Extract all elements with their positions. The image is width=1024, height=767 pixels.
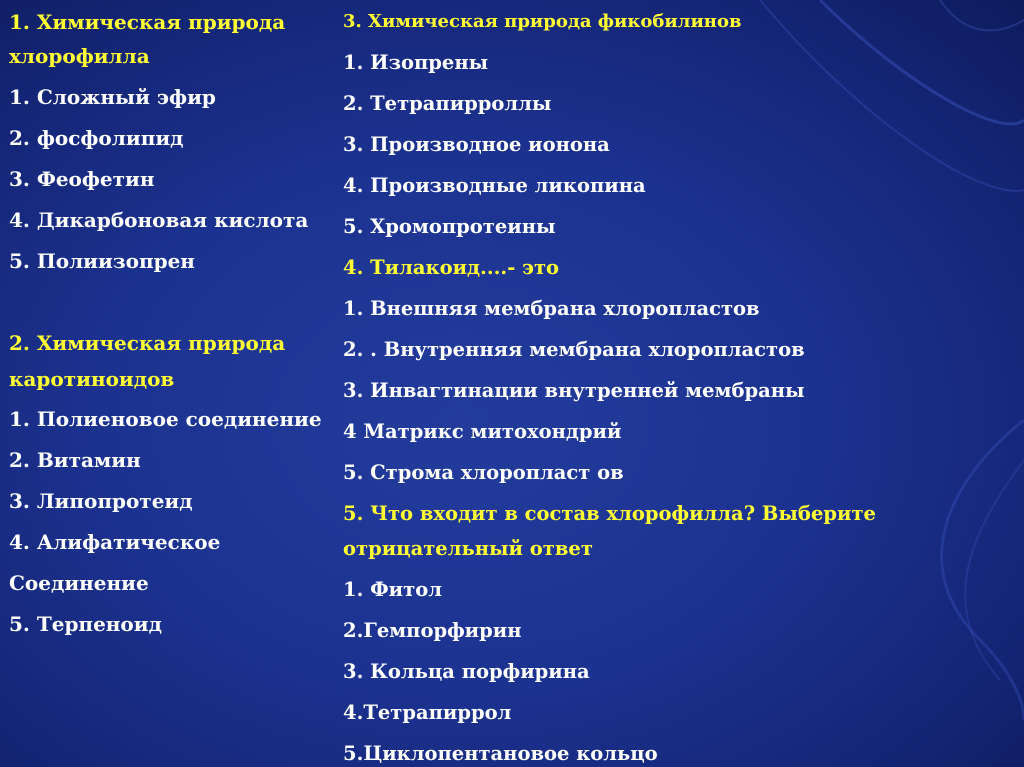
left-option: 2. фосфолипид — [9, 126, 184, 150]
left-option: 2. Витамин — [9, 448, 141, 472]
right-question-4-title: 4. Тилакоид....- это — [343, 256, 560, 279]
right-option: 5. Хромопротеины — [343, 215, 556, 238]
right-option: 1. Изопрены — [343, 51, 489, 74]
left-question-2-title-line-1: 2. Химическая природа — [9, 331, 286, 355]
right-option: 3. Кольца порфирина — [343, 660, 590, 683]
right-option: 5. Строма хлоропласт ов — [343, 461, 624, 484]
right-question-5-title-line-1: 5. Что входит в состав хлорофилла? Выберите — [343, 502, 876, 525]
right-option: 4.Тетрапиррол — [343, 701, 512, 724]
left-option: 3. Липопротеид — [9, 489, 193, 513]
left-option: 4. Дикарбоновая кислота — [9, 208, 309, 232]
right-option: 2. . Внутренняя мембрана хлоропластов — [343, 338, 805, 361]
left-question-1-title-line-2: хлорофилла — [9, 44, 150, 68]
right-option: 1. Фитол — [343, 578, 442, 601]
right-option: 2.Гемпорфирин — [343, 619, 522, 642]
right-option: 2. Тетрапирроллы — [343, 92, 552, 115]
left-question-2-title-line-2: каротиноидов — [9, 367, 175, 391]
right-question-5-title-line-2: отрицательный ответ — [343, 537, 593, 560]
right-option: 4 Матрикс митохондрий — [343, 420, 622, 443]
right-option: 3. Производное ионона — [343, 133, 610, 156]
right-option: 3. Инвагтинации внутренней мембраны — [343, 379, 805, 402]
left-option: 4. Алифатическое — [9, 530, 221, 554]
right-option: 5.Циклопентановое кольцо — [343, 742, 658, 765]
left-question-1-title-line-1: 1. Химическая природа — [9, 10, 286, 34]
left-option: 5. Полиизопрен — [9, 249, 195, 273]
right-option: 4. Производные ликопина — [343, 174, 646, 197]
right-option: 1. Внешняя мембрана хлоропластов — [343, 297, 760, 320]
left-option: Соединение — [9, 571, 149, 595]
left-option: 3. Феофетин — [9, 167, 155, 191]
right-question-3-title: 3. Химическая природа фикобилинов — [343, 11, 742, 32]
left-option: 1. Сложный эфир — [9, 85, 216, 109]
left-option: 1. Полиеновое соединение — [9, 407, 322, 431]
left-option: 5. Терпеноид — [9, 612, 162, 636]
